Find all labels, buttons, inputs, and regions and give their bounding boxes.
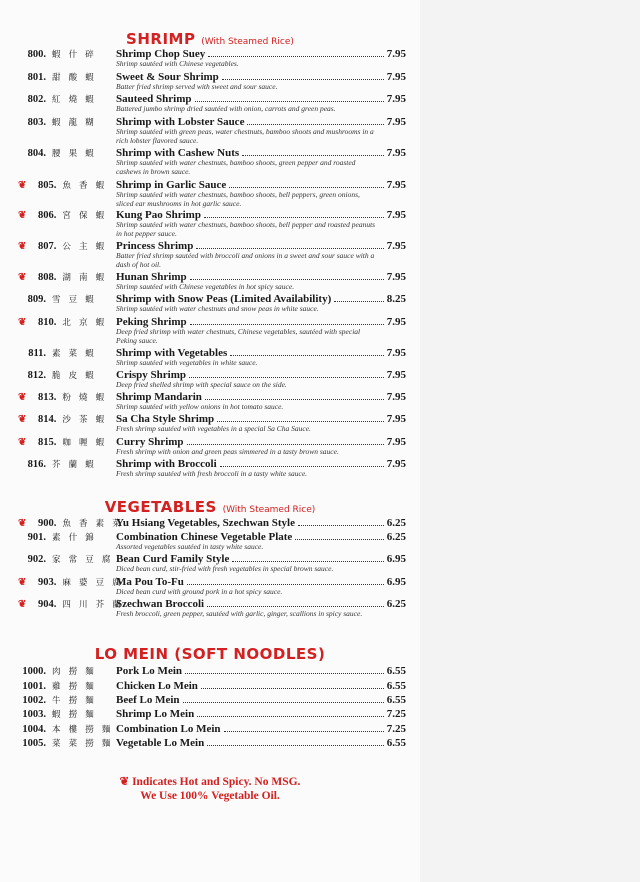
item-chinese-name: 芥 蘭 蝦 (52, 459, 97, 469)
dot-leader (220, 458, 384, 467)
item-number-text: 811. (28, 348, 46, 359)
item-description: Shrimp sautéed with vegetables in white sauce. (116, 358, 258, 367)
item-price: 6.95 (386, 576, 406, 588)
item-chinese-name: 湖 南 蝦 (62, 272, 108, 282)
item-number-text: 805. (38, 180, 57, 191)
item-name: Princess Shrimp (116, 240, 194, 252)
item-chinese-name: 公 主 蝦 (62, 241, 108, 251)
item-number-text: 1002. (22, 695, 46, 706)
item-price: 6.25 (386, 517, 406, 529)
item-name: Bean Curd Family Style (116, 553, 230, 565)
dot-leader (185, 665, 384, 674)
item-number-text: 808. (38, 272, 57, 283)
item-description: Diced bean curd, stir-fried with fresh vegetables in special brown sauce. (116, 564, 334, 573)
item-number (18, 179, 112, 192)
item-price: 7.95 (386, 240, 406, 252)
item-name: Curry Shrimp (116, 436, 184, 448)
item-name: Kung Pao Shrimp (116, 209, 201, 221)
dot-leader (187, 436, 384, 445)
item-description: Fresh shrimp sautéed with fresh broccoli in a tasty white sauce. (116, 469, 308, 478)
item-line (116, 680, 406, 692)
item-number-text: 812. (27, 370, 46, 381)
item-chinese-name: 蝦 什 碎 (52, 49, 97, 59)
item-number-text: 816. (27, 459, 46, 470)
dot-leader (208, 48, 383, 57)
item-price: 6.95 (386, 553, 406, 565)
item-number (18, 413, 112, 426)
item-chinese-name: 紅 燒 蝦 (52, 94, 97, 104)
item-description: Batter fried shrimp served with sweet and sour sauce. (116, 82, 278, 91)
item-chinese-name: 脆 皮 蝦 (52, 370, 97, 380)
item-number-text: 809. (27, 294, 46, 305)
item-number (18, 316, 112, 329)
item-number-text: 903. (38, 577, 57, 588)
item-line (116, 665, 406, 677)
item-number (18, 391, 112, 404)
item-description: Deep fried shrimp with water chestnuts, Chinese vegetables, sautéed with special Peking sauce. (116, 327, 361, 345)
item-number (18, 553, 112, 566)
item-chinese-name: 沙 茶 蝦 (62, 414, 108, 424)
spicy-leaf-icon: ❦ (18, 272, 27, 283)
spicy-leaf-icon: ❦ (18, 317, 27, 328)
item-chinese-name: 蝦 龍 糊 (52, 117, 97, 127)
item-number (18, 531, 112, 544)
item-chinese-name: 蝦 撈 麵 (52, 709, 97, 719)
spicy-leaf-icon: ❦ (18, 392, 27, 403)
item-number (18, 293, 112, 306)
item-line (116, 694, 406, 706)
item-name: Sa Cha Style Shrimp (116, 413, 215, 425)
item-number-text: 814. (38, 414, 57, 425)
item-number-text: 904. (38, 599, 57, 610)
item-description: Shrimp sautéed with water chestnuts and snow peas in white sauce. (116, 304, 319, 313)
item-name: Shrimp with Vegetables (116, 347, 228, 359)
item-number (18, 694, 112, 707)
spicy-leaf-icon: ❦ (18, 437, 27, 448)
item-description: Shrimp sautéed with Chinese vegetables. (116, 59, 239, 68)
dot-leader (190, 271, 384, 280)
dot-leader (204, 209, 384, 218)
item-name: Vegetable Lo Mein (116, 737, 205, 749)
item-price: 7.95 (386, 271, 406, 283)
spicy-leaf-icon: ❦ (18, 518, 27, 529)
item-number-text: 801. (27, 72, 46, 83)
item-description: Shrimp sautéed with water chestnuts, bamboo shoots, green pepper and roasted cashews in brown sauce. (116, 158, 356, 176)
item-chinese-name: 菜 菜 撈 麵 (52, 738, 114, 748)
item-name: Shrimp with Snow Peas (Limited Availability) (116, 293, 332, 305)
dot-leader (224, 723, 384, 732)
item-number (18, 71, 112, 84)
item-number-text: 902. (27, 554, 46, 565)
item-number-text: 810. (38, 317, 57, 328)
item-description: Shrimp sautéed with yellow onions in hot tomato sauce. (116, 402, 284, 411)
item-description: Shrimp sautéed with water chestnuts, bamboo shoots, bell pepper and roasted peanuts in hot pepper sauce. (116, 220, 376, 238)
vegetables-section-title (0, 498, 420, 516)
item-line (116, 708, 406, 720)
item-number (18, 576, 124, 589)
item-chinese-name: 肉 撈 麵 (52, 666, 97, 676)
item-price: 7.95 (386, 316, 406, 328)
item-number-text: 1004. (22, 724, 46, 735)
item-name: Shrimp with Broccoli (116, 458, 217, 470)
item-chinese-name: 素 什 錦 (52, 532, 97, 542)
item-number-text: 901. (27, 532, 46, 543)
item-number (18, 737, 112, 750)
item-number-text: 802. (27, 94, 46, 105)
dot-leader (222, 71, 384, 80)
footer-line-2: We Use 100% Vegetable Oil. (140, 790, 280, 802)
item-number (18, 347, 112, 360)
item-number (18, 116, 112, 129)
item-number-text: 900. (38, 518, 57, 529)
dot-leader (217, 413, 384, 422)
item-name: Beef Lo Mein (116, 694, 180, 706)
item-price: 7.95 (386, 179, 406, 191)
item-description: Assorted vegetables sautéed in tasty white sauce. (116, 542, 264, 551)
item-line (116, 737, 406, 749)
item-chinese-name: 粉 燒 蝦 (62, 392, 108, 402)
dot-leader (197, 708, 384, 717)
item-number-text: 1001. (22, 681, 46, 692)
item-number (18, 723, 112, 736)
item-number (18, 271, 112, 284)
item-price: 7.95 (386, 347, 406, 359)
item-price: 6.55 (386, 737, 406, 749)
item-price: 7.95 (386, 48, 406, 60)
spicy-leaf-icon: ❦ (119, 776, 130, 788)
item-name: Chicken Lo Mein (116, 680, 198, 692)
dot-leader (334, 293, 384, 302)
spicy-leaf-icon: ❦ (18, 210, 27, 221)
item-name: Combination Chinese Vegetable Plate (116, 531, 293, 543)
dot-leader (247, 116, 383, 125)
item-number (18, 680, 112, 693)
item-description: Fresh broccoli, green pepper, sautéed with garlic, ginger, scallions in spicy sauce. (116, 609, 363, 618)
item-description: Fresh shrimp sautéed with vegetables in a special Sa Cha Sauce. (116, 424, 311, 433)
item-name: Yu Hsiang Vegetables, Szechwan Style (116, 517, 295, 529)
item-chinese-name: 腰 果 蝦 (52, 148, 97, 158)
item-description: Shrimp sautéed with water chestnuts, bamboo shoots, bell peppers, green onions, sliced ear mushrooms in hot garlic sauce. (116, 190, 360, 208)
item-name: Ma Pou To-Fu (116, 576, 184, 588)
item-number (18, 240, 112, 253)
item-number (18, 517, 124, 530)
item-description: Shrimp sautéed with Chinese vegetables in hot spicy sauce. (116, 282, 295, 291)
item-name: Shrimp in Garlic Sauce (116, 179, 227, 191)
item-price: 6.55 (386, 665, 406, 677)
spicy-leaf-icon: ❦ (18, 577, 27, 588)
item-name: Sauteed Shrimp (116, 93, 192, 105)
item-name: Szechwan Broccoli (116, 598, 205, 610)
dot-leader (201, 680, 384, 689)
dot-leader (189, 369, 384, 378)
item-chinese-name: 本 樓 撈 麵 (52, 724, 114, 734)
item-price: 7.95 (386, 413, 406, 425)
item-price: 6.55 (386, 680, 406, 692)
item-number-text: 807. (38, 241, 57, 252)
spicy-leaf-icon: ❦ (18, 414, 27, 425)
dot-leader (207, 737, 384, 746)
item-price: 7.95 (386, 93, 406, 105)
dot-leader (207, 598, 384, 607)
item-name: Shrimp Mandarin (116, 391, 202, 403)
item-name: Hunan Shrimp (116, 271, 187, 283)
item-price: 8.25 (386, 293, 406, 305)
item-chinese-name: 雞 撈 麵 (52, 681, 97, 691)
dot-leader (242, 147, 384, 156)
lo-mein-section-title (0, 645, 420, 663)
item-description: Batter fried shrimp sautéed with broccoli and onions in a sweet and sour sauce with a dash of hot oil. (116, 251, 375, 269)
dot-leader (230, 347, 384, 356)
item-number (18, 369, 112, 382)
item-number-text: 800. (27, 49, 46, 60)
item-price: 7.95 (386, 458, 406, 470)
item-price: 7.95 (386, 147, 406, 159)
item-description: Diced bean curd with ground pork in a hot spicy sauce. (116, 587, 283, 596)
spicy-leaf-icon: ❦ (18, 180, 27, 191)
item-chinese-name: 北 京 蝦 (62, 317, 108, 327)
dot-leader (298, 517, 384, 526)
dot-leader (196, 240, 383, 249)
item-line (116, 723, 406, 735)
shrimp-section-title (0, 30, 420, 48)
item-name: Combination Lo Mein (116, 723, 221, 735)
item-name: Pork Lo Mein (116, 665, 182, 677)
item-description: Fresh shrimp with onion and green peas simmered in a tasty brown sauce. (116, 447, 339, 456)
item-number-text: 803. (27, 117, 46, 128)
dot-leader (183, 694, 384, 703)
item-number (18, 209, 112, 222)
item-chinese-name: 牛 撈 麵 (52, 695, 97, 705)
spicy-leaf-icon: ❦ (18, 599, 27, 610)
item-chinese-name: 四 川 芥 蘭 (62, 599, 124, 609)
item-number (18, 93, 112, 106)
dot-leader (190, 316, 384, 325)
item-number (18, 665, 112, 678)
section-title-text: LO MEIN (SOFT NOODLES) (94, 645, 326, 663)
section-note: (With Steamed Rice) (201, 37, 294, 47)
item-price: 7.25 (386, 708, 406, 720)
dot-leader (205, 391, 384, 400)
item-chinese-name: 家 常 豆 腐 (52, 554, 114, 564)
section-title-text: VEGETABLES (104, 498, 217, 516)
dot-leader (232, 553, 383, 562)
item-price: 6.55 (386, 694, 406, 706)
item-price: 7.95 (386, 369, 406, 381)
item-number-text: 1000. (22, 666, 46, 677)
item-name: Peking Shrimp (116, 316, 187, 328)
item-chinese-name: 素 菜 蝦 (52, 348, 97, 358)
item-name: Shrimp Lo Mein (116, 708, 195, 720)
item-number-text: 806. (38, 210, 57, 221)
dot-leader (229, 179, 383, 188)
item-chinese-name: 咖 喱 蝦 (62, 437, 108, 447)
item-price: 7.95 (386, 209, 406, 221)
item-number (18, 436, 112, 449)
dot-leader (295, 531, 383, 540)
dot-leader (187, 576, 384, 585)
item-number (18, 458, 112, 471)
item-description: Battered jumbo shrimp dried sautéed with onion, carrots and green peas. (116, 104, 336, 113)
item-price: 7.95 (386, 391, 406, 403)
item-number-text: 804. (27, 148, 46, 159)
item-price: 6.25 (386, 598, 406, 610)
item-number-text: 813. (38, 392, 57, 403)
item-line (116, 517, 406, 529)
item-chinese-name: 麻 婆 豆 腐 (62, 577, 124, 587)
item-number-text: 1003. (22, 709, 46, 720)
item-price: 7.25 (386, 723, 406, 735)
page-edge-background (420, 0, 640, 882)
item-number (18, 598, 124, 611)
item-price: 6.25 (386, 531, 406, 543)
item-number-text: 815. (38, 437, 57, 448)
spicy-leaf-icon: ❦ (18, 241, 27, 252)
item-price: 7.95 (386, 116, 406, 128)
item-chinese-name: 魚 香 素 菜 (62, 518, 124, 528)
item-name: Crispy Shrimp (116, 369, 186, 381)
footer-note (0, 775, 420, 803)
item-number (18, 48, 112, 61)
item-description: Deep fried shelled shrimp with special sauce on the side. (116, 380, 287, 389)
item-number (18, 708, 112, 721)
section-note: (With Steamed Rice) (222, 505, 316, 515)
item-number-text: 1005. (22, 738, 46, 749)
item-chinese-name: 甜 酸 蝦 (52, 72, 97, 82)
item-name: Sweet & Sour Shrimp (116, 71, 219, 83)
item-price: 7.95 (386, 71, 406, 83)
item-chinese-name: 魚 香 蝦 (62, 180, 108, 190)
item-name: Shrimp with Cashew Nuts (116, 147, 240, 159)
item-chinese-name: 雪 豆 蝦 (52, 294, 97, 304)
section-title-text: SHRIMP (126, 30, 196, 48)
item-price: 7.95 (386, 436, 406, 448)
item-name: Shrimp Chop Suey (116, 48, 206, 60)
footer-line-1: ❦ Indicates Hot and Spicy. No MSG. (119, 776, 301, 788)
item-chinese-name: 宮 保 蝦 (62, 210, 108, 220)
item-number (18, 147, 112, 160)
item-description: Shrimp sautéed with green peas, water chestnuts, bamboo shoots and mushrooms in a rich lobster flavored sauce. (116, 127, 374, 145)
item-name: Shrimp with Lobster Sauce (116, 116, 245, 128)
dot-leader (195, 93, 384, 102)
